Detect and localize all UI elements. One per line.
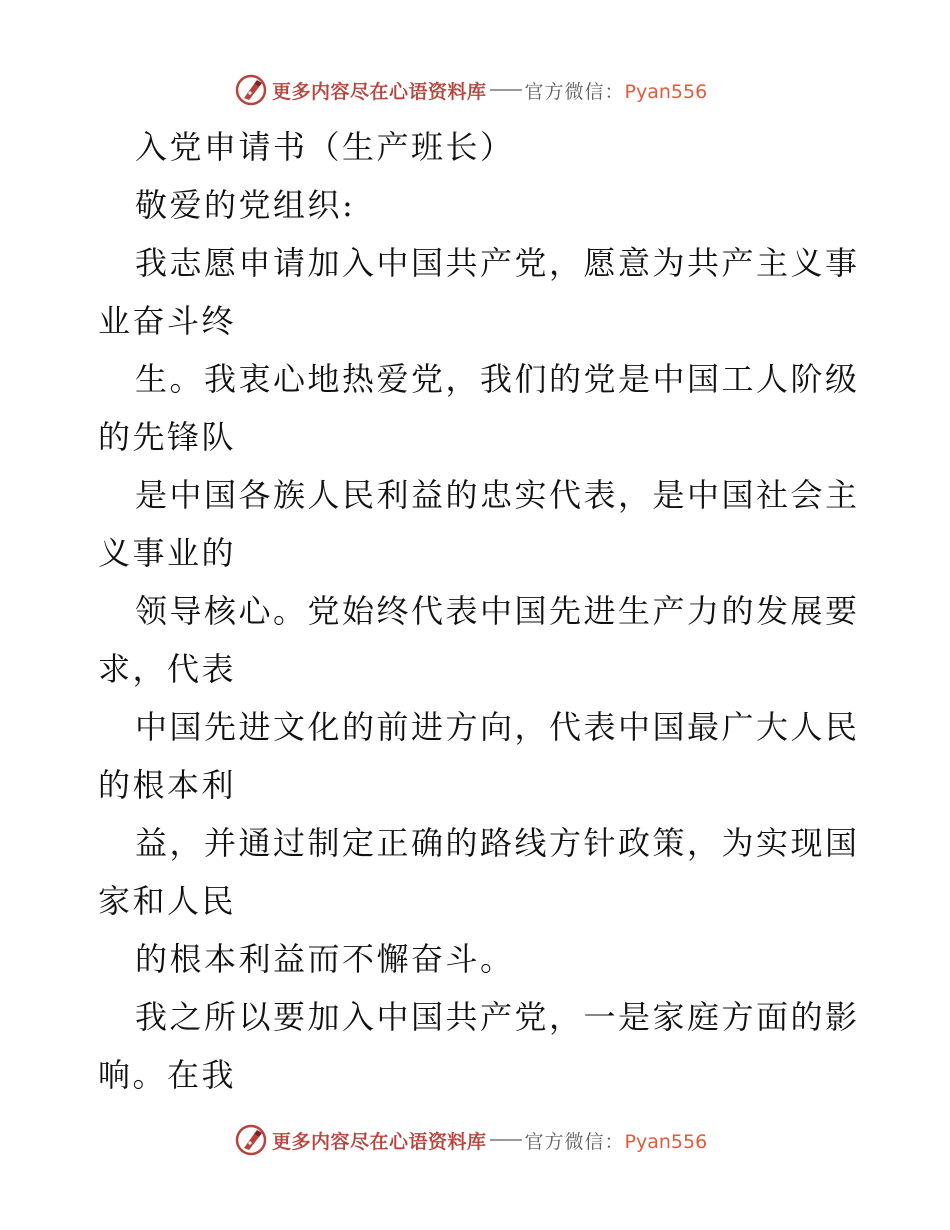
paragraph-line: 响。在我 bbox=[98, 1056, 237, 1094]
watermark-site-text: 更多内容尽在心语资料库 bbox=[272, 1130, 487, 1153]
paragraph-line: 求，代表 bbox=[98, 650, 237, 688]
watermark-dash bbox=[490, 89, 522, 91]
paragraph-line: 领导核心。党始终代表中国先进生产力的发展要 bbox=[135, 592, 860, 630]
watermark-contact bbox=[525, 1127, 708, 1154]
paragraph-line: 的根本利 bbox=[98, 766, 237, 804]
footer-watermark bbox=[234, 1122, 754, 1158]
paragraph-line: 业奋斗终 bbox=[98, 302, 237, 340]
document-body bbox=[98, 118, 858, 1104]
watermark-contact-id: Pyan556 bbox=[624, 1130, 708, 1153]
paragraph-line: 我之所以要加入中国共产党，一是家庭方面的影 bbox=[135, 998, 860, 1036]
watermark-contact-label: 官方微信： bbox=[524, 1130, 625, 1153]
watermark-dash bbox=[490, 1139, 522, 1141]
paragraph-line: 敬爱的党组织: bbox=[135, 186, 356, 224]
pen-nib-circle-icon bbox=[234, 73, 268, 107]
paragraph-line: 我志愿申请加入中国共产党，愿意为共产主义事 bbox=[135, 244, 860, 282]
paragraph-line: 的根本利益而不懈奋斗。 bbox=[135, 940, 515, 978]
header-watermark bbox=[234, 72, 754, 108]
watermark-site-text: 更多内容尽在心语资料库 bbox=[272, 80, 487, 103]
document-title: 入党申请书（生产班长） bbox=[135, 128, 515, 166]
paragraph-line: 中国先进文化的前进方向，代表中国最广大人民 bbox=[135, 708, 860, 746]
paragraph-line: 义事业的 bbox=[98, 534, 237, 572]
paragraph-line: 生。我衷心地热爱党，我们的党是中国工人阶级 bbox=[135, 360, 860, 398]
watermark-contact bbox=[525, 77, 708, 104]
paragraph-line: 的先锋队 bbox=[98, 418, 237, 456]
paragraph-line: 是中国各族人民利益的忠实代表，是中国社会主 bbox=[135, 476, 860, 514]
paragraph-line: 家和人民 bbox=[98, 882, 237, 920]
watermark-contact-id: Pyan556 bbox=[624, 80, 708, 103]
watermark-contact-label: 官方微信： bbox=[524, 80, 625, 103]
paragraph-line: 益，并通过制定正确的路线方针政策，为实现国 bbox=[135, 824, 860, 862]
pen-nib-circle-icon bbox=[234, 1123, 268, 1157]
